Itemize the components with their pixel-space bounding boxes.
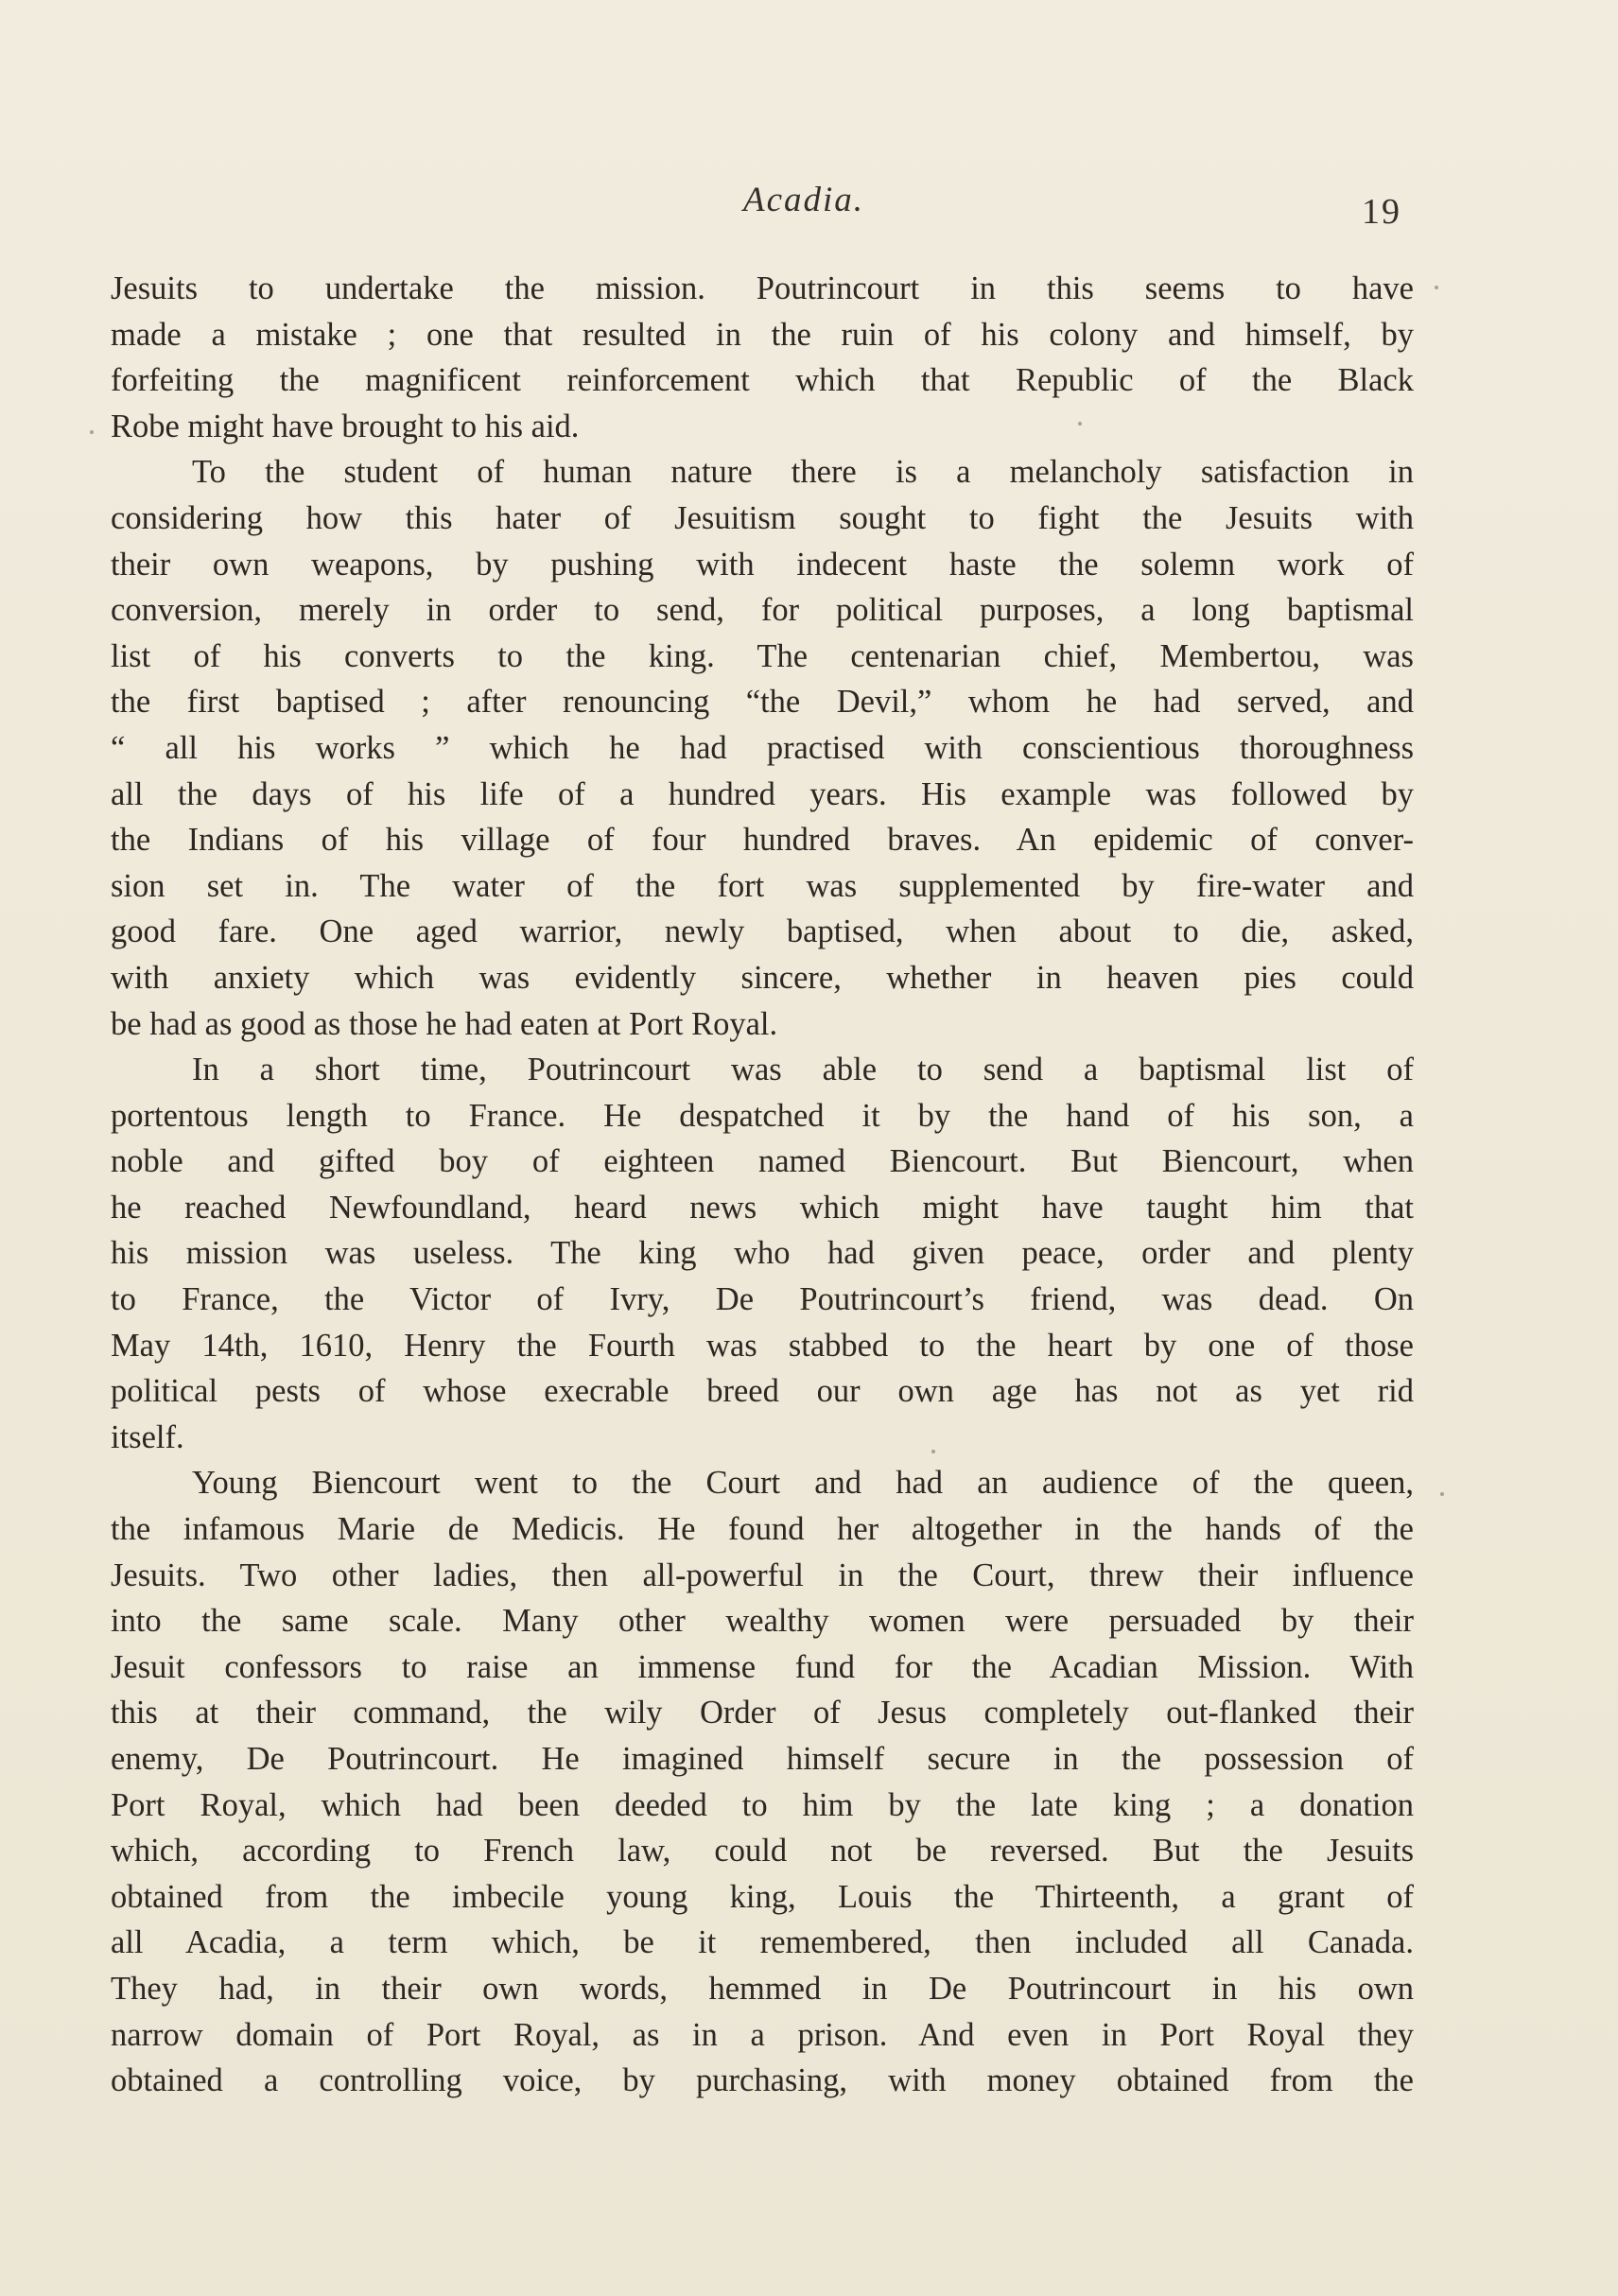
- running-title: Acadia.: [742, 181, 865, 219]
- text-line: the Indians of his village of four hundred braves. An epidemic of conver-: [111, 822, 1414, 859]
- text-line: made a mistake ; one that resulted in the ruin of his colony and himself, by: [111, 316, 1414, 353]
- print-speck: [1435, 286, 1438, 289]
- text-line: his mission was useless. The king who had given peace, order and plenty: [111, 1235, 1414, 1272]
- print-speck: [90, 430, 94, 434]
- text-line: list of his converts to the king. The centenarian chief, Membertou, was: [111, 637, 1414, 674]
- print-speck: [1078, 422, 1082, 426]
- text-line: In a short time, Poutrincourt was able to send a baptismal list of: [192, 1052, 1414, 1088]
- text-line: into the same scale. Many other wealthy women were persuaded by their: [111, 1603, 1414, 1640]
- text-line: obtained from the imbecile young king, Louis the Thirteenth, a grant of: [111, 1878, 1414, 1915]
- text-line: Jesuit confessors to raise an immense fund for the Acadian Mission. With: [111, 1648, 1414, 1685]
- text-line: considering how this hater of Jesuitism sought to fight the Jesuits with: [111, 499, 1414, 536]
- text-line: portentous length to France. He despatched it by the hand of his son, a: [111, 1097, 1414, 1134]
- text-line: obtained a controlling voice, by purchasing, with money obtained from the: [111, 2062, 1414, 2099]
- text-line: to France, the Victor of Ivry, De Poutrincourt’s friend, was dead. On: [111, 1281, 1414, 1318]
- text-line: “ all his works ” which he had practised with conscientious thoroughness: [111, 729, 1414, 766]
- text-line: Robe might have brought to his aid.: [111, 408, 580, 444]
- text-line: narrow domain of Port Royal, as in a prison. And even in Port Royal they: [111, 2016, 1414, 2053]
- text-line: conversion, merely in order to send, for political purposes, a long baptismal: [111, 592, 1414, 629]
- text-line: forfeiting the magnificent reinforcement which that Republic of the Black: [111, 362, 1414, 399]
- text-line: sion set in. The water of the fort was supplemented by fire-water and: [111, 867, 1414, 904]
- text-line: noble and gifted boy of eighteen named Biencourt. But Biencourt, when: [111, 1143, 1414, 1180]
- text-line: May 14th, 1610, Henry the Fourth was stabbed to the heart by one of those: [111, 1327, 1414, 1364]
- page-number: 19: [1362, 192, 1401, 232]
- text-line: They had, in their own words, hemmed in De Poutrincourt in his own: [111, 1970, 1414, 2007]
- text-line: Jesuits to undertake the mission. Poutrincourt in this seems to have: [111, 270, 1414, 306]
- text-line: political pests of whose execrable breed our own age has not as yet rid: [111, 1373, 1414, 1410]
- text-line: he reached Newfoundland, heard news which might have taught him that: [111, 1189, 1414, 1226]
- print-speck: [1440, 1492, 1444, 1496]
- text-line: Young Biencourt went to the Court and had an audience of the queen,: [192, 1465, 1414, 1502]
- print-speck: [931, 1450, 935, 1453]
- text-line: the first baptised ; after renouncing “the Devil,” whom he had served, and: [111, 684, 1414, 721]
- text-line: with anxiety which was evidently sincere, whether in heaven pies could: [111, 959, 1414, 996]
- text-line: enemy, De Poutrincourt. He imagined himself secure in the possession of: [111, 1741, 1414, 1777]
- text-line: itself.: [111, 1418, 184, 1455]
- body-text: [111, 266, 1414, 2104]
- text-line: all the days of his life of a hundred years. His example was followed by: [111, 775, 1414, 812]
- text-line: their own weapons, by pushing with indecent haste the solemn work of: [111, 546, 1414, 583]
- text-line: all Acadia, a term which, be it remembered, then included all Canada.: [111, 1924, 1414, 1961]
- text-line: the infamous Marie de Medicis. He found her altogether in the hands of the: [111, 1511, 1414, 1548]
- text-line: which, according to French law, could not be reversed. But the Jesuits: [111, 1833, 1414, 1870]
- text-line: To the student of human nature there is a melancholy satisfaction in: [192, 454, 1414, 491]
- text-line: be had as good as those he had eaten at Port Royal.: [111, 1005, 778, 1042]
- text-line: Port Royal, which had been deeded to him by the late king ; a donation: [111, 1786, 1414, 1823]
- running-head: [0, 180, 1618, 236]
- text-line: this at their command, the wily Order of Jesus completely out-flanked their: [111, 1695, 1414, 1731]
- text-line: Jesuits. Two other ladies, then all-powerful in the Court, threw their influence: [111, 1557, 1414, 1593]
- text-line: good fare. One aged warrior, newly baptised, when about to die, asked,: [111, 913, 1414, 950]
